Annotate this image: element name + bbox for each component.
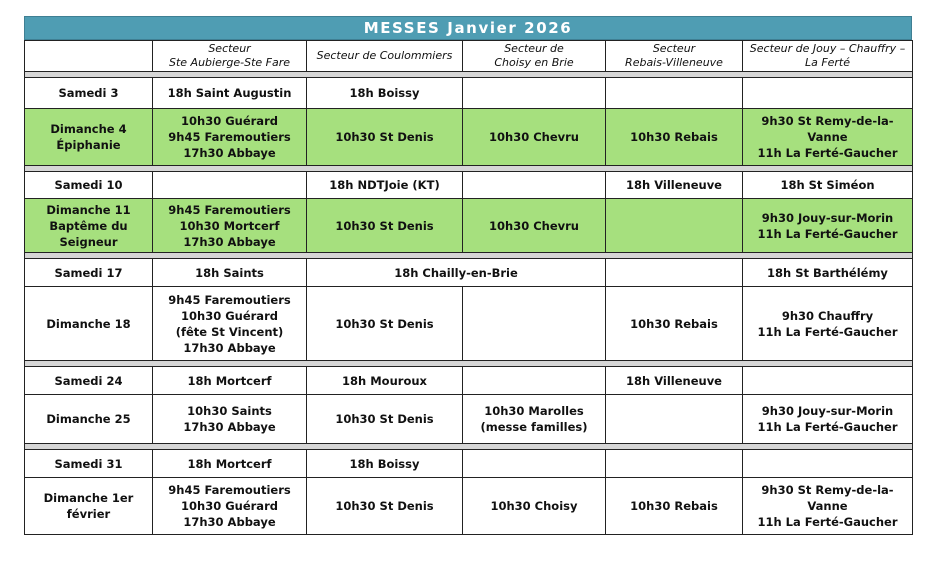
- header-row: [25, 41, 913, 72]
- table-row: [25, 367, 913, 395]
- day-cell: [25, 367, 153, 395]
- day-cell: [25, 395, 153, 444]
- cell-line: 10h30 St Denis: [335, 218, 434, 233]
- mass-cell: [153, 478, 307, 535]
- cell-line: 10h30 Mortcerf: [179, 218, 280, 233]
- mass-cell: [606, 199, 743, 253]
- mass-cell: [743, 172, 913, 199]
- day-cell: [25, 450, 153, 478]
- mass-cell: [307, 478, 463, 535]
- cell-line: 11h La Ferté-Gaucher: [757, 515, 898, 529]
- mass-cell: [463, 199, 606, 253]
- header-sector-jouy: [743, 41, 913, 72]
- table-row: [25, 78, 913, 109]
- day-cell: [25, 172, 153, 199]
- table-row: [25, 259, 913, 287]
- mass-cell: [463, 78, 606, 109]
- table-row: [25, 450, 913, 478]
- cell-line: Secteur: [652, 42, 696, 55]
- cell-line: 11h La Ferté-Gaucher: [757, 420, 898, 434]
- cell-line: 18h Mouroux: [342, 373, 427, 388]
- cell-line: Samedi 31: [54, 456, 123, 471]
- cell-line: 11h La Ferté-Gaucher: [757, 324, 898, 339]
- mass-cell: [463, 395, 606, 444]
- table-row: [25, 478, 913, 535]
- cell-line: 9h45 Faremoutiers: [168, 292, 291, 307]
- mass-cell: [606, 478, 743, 535]
- cell-line: Samedi 24: [54, 373, 123, 388]
- mass-cell: [153, 172, 307, 199]
- cell-line: Ste Aubierge-Ste Fare: [168, 56, 291, 69]
- mass-cell: [743, 478, 913, 535]
- cell-line: 18h Mortcerf: [187, 456, 272, 471]
- day-cell: [25, 287, 153, 361]
- mass-cell: [743, 287, 913, 361]
- header-day: [25, 41, 153, 72]
- mass-cell: [463, 478, 606, 535]
- cell-line: Rebais-Villeneuve: [625, 56, 723, 69]
- cell-line: Dimanche 18: [46, 316, 131, 331]
- header-sector-choisy: [463, 41, 606, 72]
- mass-cell: [153, 78, 307, 109]
- mass-cell: [307, 78, 463, 109]
- header-sector-coulommiers: [307, 41, 463, 72]
- day-cell: [25, 259, 153, 287]
- mass-cell: [743, 78, 913, 109]
- cell-line: Secteur de: [504, 42, 564, 55]
- cell-line: 18h Villeneuve: [626, 178, 722, 192]
- cell-line: 18h Boissy: [349, 86, 420, 100]
- cell-line: 18h NDTJoie (KT): [329, 178, 440, 192]
- day-cell: [25, 78, 153, 109]
- cell-line: 11h La Ferté-Gaucher: [757, 226, 898, 241]
- cell-line: 9h30 St Remy-de-la-Vanne: [761, 483, 894, 513]
- mass-cell: [307, 199, 463, 253]
- mass-cell: [153, 450, 307, 478]
- header-sector-rebais: [606, 41, 743, 72]
- cell-line: 10h30 Rebais: [630, 316, 718, 331]
- cell-line: Secteur: [208, 42, 251, 55]
- mass-cell: [307, 172, 463, 199]
- cell-line: 18h Mortcerf: [187, 373, 272, 388]
- mass-cell: [307, 367, 463, 395]
- cell-line: 18h Chailly-en-Brie: [394, 265, 518, 280]
- cell-line: Secteur de Jouy – Chauffry –: [749, 42, 906, 55]
- cell-line: Secteur de Coulommiers: [316, 49, 453, 62]
- cell-line: (fête St Vincent): [175, 324, 284, 339]
- table-row-sunday: [25, 109, 913, 166]
- cell-line: 10h30 Rebais: [630, 130, 718, 144]
- cell-line: 10h30 Guérard: [181, 308, 278, 323]
- cell-line: 10h30 Chevru: [489, 130, 579, 144]
- mass-cell: [743, 395, 913, 444]
- mass-cell: [743, 367, 913, 395]
- cell-line: 10h30 Guérard: [181, 114, 278, 128]
- cell-line: 10h30 Choisy: [490, 499, 578, 513]
- cell-line: (messe familles): [480, 420, 588, 434]
- cell-line: Dimanche 1er février: [43, 491, 134, 521]
- cell-line: 9h30 St Remy-de-la-Vanne: [761, 114, 894, 144]
- cell-line: 10h30 Marolles: [484, 404, 584, 418]
- mass-schedule-sheet: [24, 16, 912, 535]
- schedule-table: [24, 40, 913, 535]
- cell-line: 10h30 Rebais: [630, 499, 718, 513]
- header-sector-aubierge: [153, 41, 307, 72]
- mass-cell: [743, 259, 913, 287]
- cell-line: La Ferté: [804, 56, 851, 69]
- cell-line: 17h30 Abbaye: [183, 146, 276, 160]
- day-cell: [25, 109, 153, 166]
- cell-line: 11h La Ferté-Gaucher: [757, 146, 898, 160]
- cell-line: 10h30 Chevru: [489, 218, 579, 233]
- mass-cell: [606, 367, 743, 395]
- day-cell: [25, 199, 153, 253]
- cell-line: 9h45 Faremoutiers: [168, 483, 291, 497]
- cell-line: Baptême du Seigneur: [49, 218, 128, 249]
- mass-cell: [463, 287, 606, 361]
- table-row: [25, 395, 913, 444]
- cell-line: Samedi 3: [58, 86, 119, 100]
- mass-cell: [606, 78, 743, 109]
- cell-line: 17h30 Abbaye: [183, 340, 276, 355]
- schedule-title: MESSES Janvier 2026: [24, 16, 912, 40]
- cell-line: 10h30 St Denis: [335, 130, 434, 144]
- cell-line: 9h30 Jouy-sur-Morin: [761, 404, 894, 418]
- cell-line: Dimanche 11: [46, 202, 131, 217]
- mass-cell: [743, 450, 913, 478]
- cell-line: Samedi 17: [54, 265, 123, 280]
- cell-line: 9h45 Faremoutiers: [168, 202, 291, 217]
- cell-line: 17h30 Abbaye: [183, 515, 276, 529]
- table-row: [25, 287, 913, 361]
- cell-line: 18h Saint Augustin: [167, 86, 292, 100]
- mass-cell: [606, 287, 743, 361]
- mass-cell: [606, 259, 743, 287]
- cell-line: Épiphanie: [56, 138, 121, 152]
- mass-cell: [606, 172, 743, 199]
- mass-cell: [606, 450, 743, 478]
- mass-cell: [307, 450, 463, 478]
- table-row-sunday: [25, 199, 913, 253]
- mass-cell: [606, 395, 743, 444]
- cell-line: 18h St Siméon: [780, 178, 875, 192]
- cell-line: 10h30 St Denis: [335, 316, 434, 331]
- mass-cell: [463, 172, 606, 199]
- mass-cell: [463, 367, 606, 395]
- mass-cell: [307, 395, 463, 444]
- mass-cell: [743, 199, 913, 253]
- cell-line: 10h30 Guérard: [181, 499, 278, 513]
- mass-cell: [153, 109, 307, 166]
- mass-cell: [743, 109, 913, 166]
- cell-line: 10h30 St Denis: [335, 412, 434, 426]
- cell-line: 9h30 Jouy-sur-Morin: [761, 210, 894, 225]
- mass-cell: [153, 367, 307, 395]
- mass-cell: [307, 287, 463, 361]
- cell-line: Dimanche 4: [50, 122, 127, 136]
- cell-line: 18h Villeneuve: [626, 373, 722, 388]
- mass-cell: [153, 199, 307, 253]
- cell-line: Choisy en Brie: [494, 56, 574, 69]
- mass-cell: [153, 287, 307, 361]
- mass-cell: [463, 109, 606, 166]
- cell-line: 18h Boissy: [349, 456, 420, 471]
- cell-line: Dimanche 25: [46, 412, 131, 426]
- mass-cell-merged: [307, 259, 606, 287]
- mass-cell: [307, 109, 463, 166]
- day-cell: [25, 478, 153, 535]
- cell-line: 18h St Barthélémy: [767, 265, 888, 280]
- mass-cell: [153, 395, 307, 444]
- cell-line: 18h Saints: [195, 265, 264, 280]
- cell-line: 17h30 Abbaye: [183, 234, 276, 249]
- cell-line: 17h30 Abbaye: [183, 420, 276, 434]
- cell-line: Samedi 10: [54, 178, 123, 192]
- table-row: [25, 172, 913, 199]
- mass-cell: [606, 109, 743, 166]
- mass-cell: [153, 259, 307, 287]
- cell-line: 9h30 Chauffry: [781, 308, 874, 323]
- cell-line: 10h30 Saints: [187, 404, 272, 418]
- cell-line: 9h45 Faremoutiers: [168, 130, 291, 144]
- mass-cell: [463, 450, 606, 478]
- cell-line: 10h30 St Denis: [335, 499, 434, 513]
